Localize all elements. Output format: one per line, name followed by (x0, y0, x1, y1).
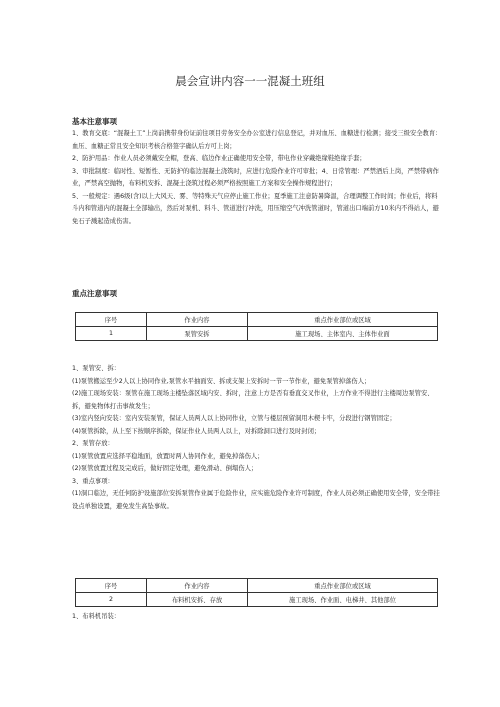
table-row (76, 327, 438, 341)
basic-note-2: 2、防护用品：作业人员必须戴安全帽，登高、临边作业正确使用安全带，带电作业穿戴绝缘鞋绝缘手套； (72, 155, 366, 162)
basic-note-3: 3、审批制度：临时性、短暂性、无防护的临边混凝土浇筑时，应进行危险作业许可审批；4、日常管理：严禁酒后上岗，严禁带病作业，严禁高空抛物，布料机安拆、混凝土浇筑过程必须严格按照施工方案和安全操作规程进行； (72, 167, 439, 187)
section-heading-key: 重点注意事项 (72, 289, 117, 298)
cell-content: 布料机安拆、存放 (147, 593, 248, 607)
list-item: (1)泵管搬运至少2人以上协同作业,泵管水平抽面安、拆或支架上安拆时一节一节作业，避免泵管掉落伤人； (72, 377, 371, 385)
cell-content: 泵管安拆 (147, 327, 248, 341)
basic-note-5: 5、一般规定：遇6级(含)以上大风天、雾、等特殊天气应停止施工作业；夏季施工注意防暑降温，合理调整工作时间；作业后，将料斗内和管道内的混凝土全部输出，然后对泵机、料斗、管道进行冲洗，用压缩空气冲洗管道时，管道出口端前方10米内不得站人，避免石子溅起造成伤害。 (72, 192, 439, 225)
table-row (76, 593, 438, 607)
list-item: (3)室内竖向安装：室内安装泵管，保证人员两人以上协同作业，立管与楼层预留洞用木楔卡牢，分段进行钢管固定； (72, 415, 396, 422)
header-content: 作业内容 (147, 313, 248, 327)
header-no: 序号 (76, 313, 147, 327)
list-item: (1)泵管放置应选择平稳地面，放置时两人协同作业，避免掉落伤人； (72, 452, 264, 460)
cell-no: 2 (76, 593, 147, 607)
footer-line: 1、布料机吊装： (72, 613, 121, 620)
table-header-row (76, 579, 438, 593)
list-item: 2、泵管存放： (72, 440, 114, 447)
list-item: 3、重点事项： (72, 477, 114, 485)
header-content: 作业内容 (147, 579, 248, 593)
header-no: 序号 (76, 579, 147, 593)
list-item: (2)施工现场安装：泵管在施工现场主楼坠落区域内安、拆时，注意上方是否有垂直交叉作业，上方作业不得进行主楼周边泵管安、拆，避免物体打击事故发生； (72, 390, 434, 410)
section-heading-basic: 基本注意事项 (72, 117, 117, 126)
pump-pipe-paragraphs (72, 363, 442, 513)
cell-area: 施工现场、主体室内、主体作业面 (248, 327, 438, 341)
list-item: (1)洞口临边，无任何防护设施部位安拆泵管作业属于危险作业，应实施危险作业许可制度，作业人员必须正确使用安全带，安全带挂设点单独设置，避免发生高坠事故。 (72, 490, 440, 510)
cell-area: 施工现场、作业面、电梯井、其他部位 (248, 593, 438, 607)
list-item: 1、泵管安、拆： (72, 365, 121, 372)
work-table-1 (75, 312, 438, 341)
list-item: (4)泵管拆除，从上至下按顺序拆除，保证作业人员两人以上，对拆除洞口进行及时封闭； (72, 427, 321, 435)
cell-no: 1 (76, 327, 147, 341)
basic-notes-paragraphs (72, 128, 442, 228)
table-header-row (76, 313, 438, 327)
work-table-2 (75, 578, 438, 607)
page-title: 晨会宣讲内容一一混凝土班组 (175, 74, 325, 88)
basic-note-1: 1、教育交底：“混凝土工”上岗前携带身份证前往项目劳务安全办公室进行信息登记，并对血压、血糖进行检测；接受三级安全教育：血压、血糖正常且安全知识考核合格签字确认后方可上岗； (72, 130, 442, 150)
header-area: 重点作业部位或区域 (248, 579, 438, 593)
list-item: (2)泵管放置过程及完成后，做好固定处理，避免滑动、倒塌伤人； (72, 465, 258, 472)
header-area: 重点作业部位或区域 (248, 313, 438, 327)
